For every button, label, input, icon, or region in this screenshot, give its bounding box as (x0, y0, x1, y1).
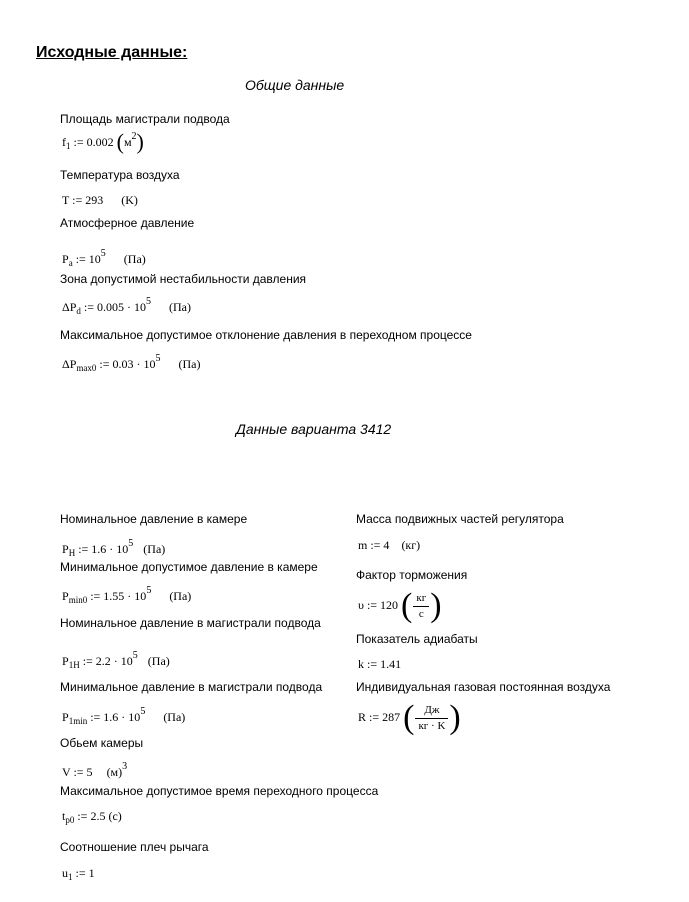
Pa-formula: $P_a$ := $10^5$ (Па) (62, 248, 146, 268)
ups-label: Фактор торможения (356, 568, 468, 582)
m-formula: m := 4 (кг) (358, 538, 421, 552)
f1-formula: $f_1$ := 0.002 $(м^2)$ (62, 129, 144, 154)
ups-formula: υ := 120 ( $\frac{кг}{с}$ ) (358, 587, 442, 624)
section-variant-title: Данные варианта 3412 (236, 421, 392, 437)
Pa-label: Атмосферное давление (60, 216, 195, 230)
k-label: Показатель адиабаты (356, 632, 478, 646)
P1min-label: Минимальное давление в магистрали подвода (60, 680, 323, 694)
f1-label: Площадь магистрали подвода (60, 112, 230, 126)
dPd-label: Зона допустимой нестабильности давления (60, 272, 307, 286)
R-label: Индивидуальная газовая постоянная воздуха (356, 680, 611, 694)
Pmin0-formula: $P_{min0}$ := $1.55 \cdot 10^5$ (Па) (62, 585, 192, 605)
P1min-formula: $P_{1min}$ := $1.6 \cdot 10^5$ (Па) (62, 706, 186, 726)
Pmin0-label: Минимальное допустимое давление в камере (60, 560, 318, 574)
V-label: Обьем камеры (60, 736, 144, 750)
R-unit-fraction: $\frac{Дж}{кг \cdot K}$ (415, 703, 448, 734)
V-formula: V := 5 $(м)^3$ (62, 761, 128, 779)
ups-unit-fraction: $\frac{кг}{с}$ (413, 591, 429, 622)
T-label: Температура воздуха (60, 168, 180, 182)
dPd-formula: $\Delta P_d$ := $0.005 \cdot 10^5$ (Па) (62, 296, 191, 316)
section-general-title: Общие данные (245, 77, 345, 93)
u1-formula: $u_1$ := 1 (62, 866, 95, 882)
tp0-label: Максимальное допустимое время переходного процесса (60, 784, 379, 798)
tp0-formula: $t_{p0}$ := 2.5 (с) (62, 809, 122, 825)
dPmax-formula: $\Delta P_{max0}$ := $0.03 \cdot 10^5$ (Па) (62, 353, 201, 373)
R-formula: R := 287 ( $\frac{Дж}{кг \cdot K}$ ) (358, 699, 461, 736)
T-formula: T := 293 (K) (62, 193, 138, 207)
page-title: Исходные данные: (36, 44, 188, 61)
PH-label: Номинальное давление в камере (60, 512, 248, 526)
P1H-formula: $P_{1H}$ := $2.2 \cdot 10^5$ (Па) (62, 650, 170, 670)
k-formula: k := 1.41 (358, 657, 402, 671)
m-label: Масса подвижных частей регулятора (356, 512, 564, 526)
u1-label: Соотношение плеч рычага (60, 840, 209, 854)
P1H-label: Номинальное давление в магистрали подвода (60, 616, 321, 630)
PH-formula: $P_H$ := $1.6 \cdot 10^5$ (Па) (62, 538, 166, 558)
dPmax-label: Максимальное допустимое отклонение давления в переходном процессе (60, 328, 472, 342)
